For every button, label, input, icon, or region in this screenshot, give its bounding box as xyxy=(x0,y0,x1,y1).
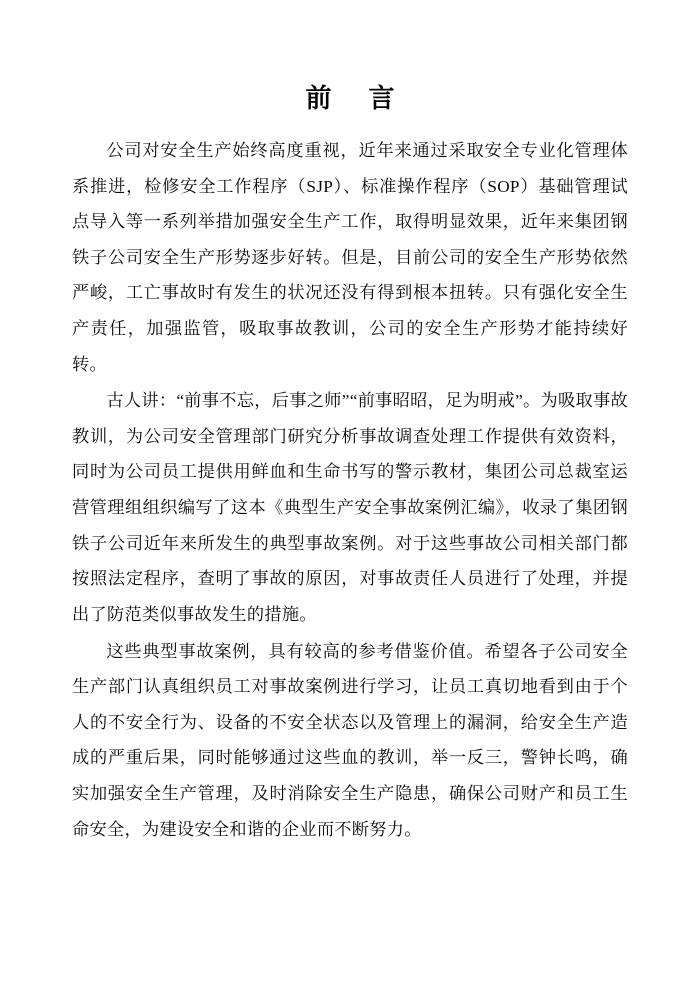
document-body xyxy=(72,133,628,847)
page-title: 前 言 xyxy=(305,84,409,114)
paragraph: 公司对安全生产始终高度重视，近年来通过采取安全专业化管理体系推进，检修安全工作程序（SJP）、标准操作程序（SOP）基础管理试点导入等一系列举措加强安全生产工作，取得明显效果，近年来集团钢铁子公司安全生产形势逐步好转。但是，目前公司的安全生产形势依然严峻，工亡事故时有发生的状况还没有得到根本扭转。只有强化安全生产责任，加强监管，吸取事故教训，公司的安全生产形势才能持续好转。 xyxy=(72,141,628,374)
paragraph: 这些典型事故案例，具有较高的参考借鉴价值。希望各子公司安全生产部门认真组织员工对事故案例进行学习，让员工真切地看到由于个人的不安全行为、设备的不安全状态以及管理上的漏洞，给安全生产造成的严重后果，同时能够通过这些血的教训，举一反三，警钟长鸣，确实加强安全生产管理，及时消除安全生产隐患，确保公司财产和员工生命安全，为建设安全和谐的企业而不断努力。 xyxy=(72,641,628,839)
paragraph: 古人讲：“前事不忘，后事之师”“前事昭昭，足为明戒”。为吸取事故教训，为公司安全管理部门研究分析事故调查处理工作提供有效资料，同时为公司员工提供用鲜血和生命书写的警示教材，集团公司总裁室运营管理组组织编写了这本《典型生产安全事故案例汇编》，收录了集团钢铁子公司近年来所发生的典型事故案例。对于这些事故公司相关部门都按照法定程序，查明了事故的原因，对事故责任人员进行了处理，并提出了防范类似事故发生的措施。 xyxy=(72,391,628,624)
